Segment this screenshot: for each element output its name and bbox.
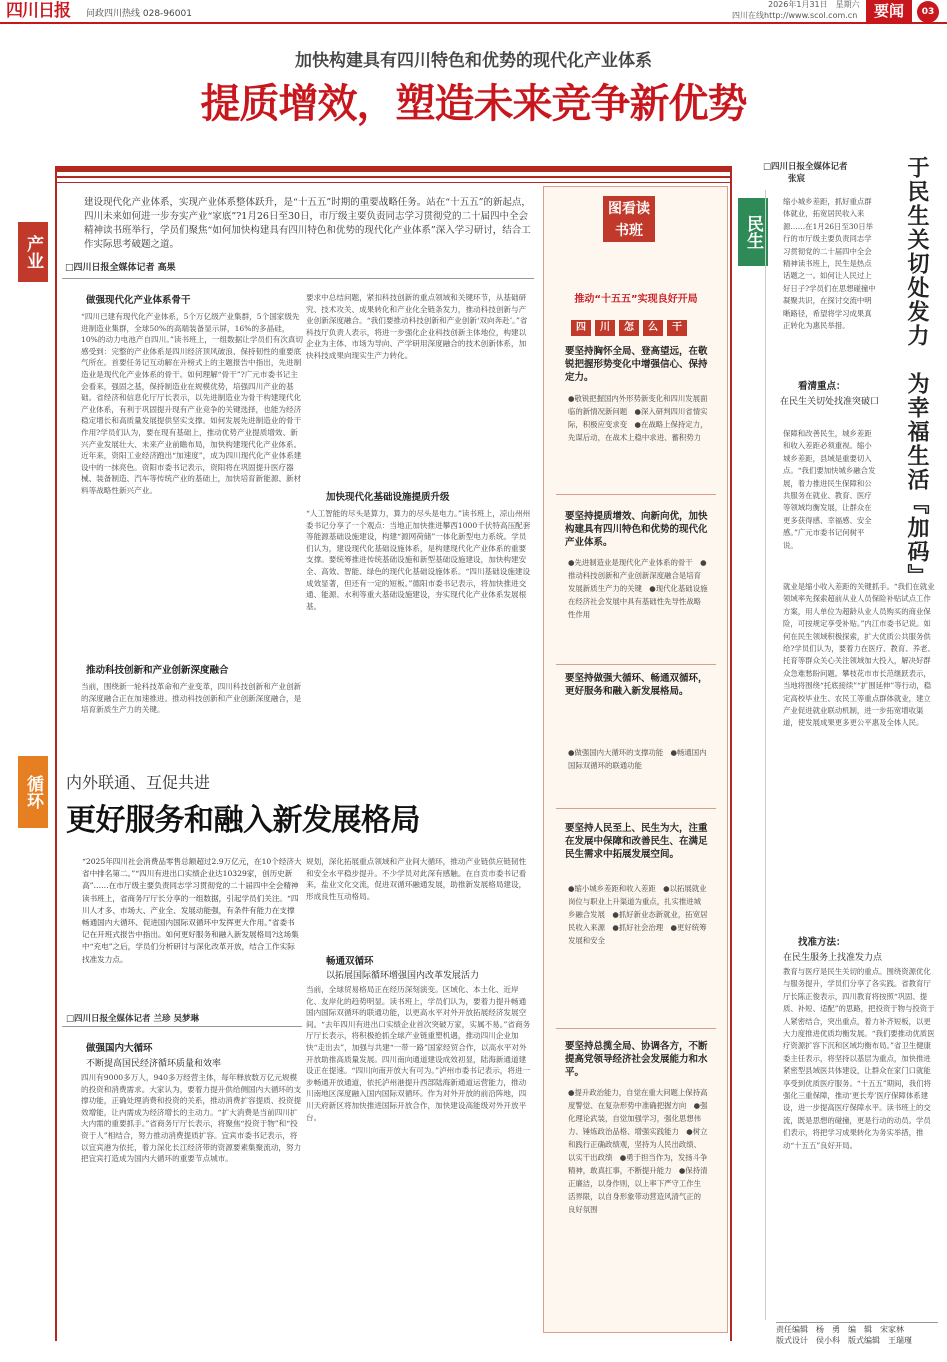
right-column-a: 缩小城乡差距，抓好重点群体就业，拓宽居民收入来源……在1月26日至30日举行的市厅级主要负责同志学习贯彻党的二十届四中全会精神读书班上，民生是热点话题之一。如何让人民过上好日子?学员们在思想碰撞中凝聚共识，在探讨交流中明晰路径，希望将学习成果真正转化为惠民举措。 bbox=[783, 197, 876, 331]
stamp-char: 川 bbox=[595, 320, 615, 336]
divider bbox=[556, 494, 716, 495]
article-column-4b: 当前，全球贸易格局正在经历深刻演变。区域化、本土化、近岸化、友岸化的趋势明显。读书班上，学员们认为，要着力提升畅通国内国际双循环的联通功能，以更高水平对外开放拓展经济发展空间。“去年四川有进出口实绩企业首次突破万家，实属不易。”省商务厅厅长表示，将积极抢抓全球产业链重塑机遇，推动四川企业加快“走出去”，加强与共建“一带一路”国家经贸合作，以高水平对外开放助推高质量发展。四川南向通道建设成效初显，陆海新通道建设正在提速。“四川向南开放大有可为。”泸州市委书记表示，将进一步畅通开放通道，依托泸州港提升西部陆海新通道运营能力，推动川南地区深度融入国内国际双循环。作为对外开放的前沿阵地，四川天府新区将加快推进国际开放合作，加快建设高能级对外开放平台。 bbox=[306, 985, 531, 1122]
subheading-domestic-sub: 不断提高国民经济循环质量和效率 bbox=[86, 1059, 222, 1069]
divider bbox=[556, 664, 716, 665]
subheading-domestic: 做强国内大循环 bbox=[86, 1043, 153, 1054]
section2-lead: “2025年四川社会消费品零售总额超过2.9万亿元，在10个经济大省中排名第二。”“四川有进出口实绩企业达10329家，创历史新高”……在市厅级主要负责同志学习贯彻党的二十届四中全会精神读书班上，省商务厅厅长分享的一组数据，引起学员们关注。“四川人才多、市场大、产业全、发展动能强，有条件有能力在支撑畅通国内大循环、促进国内国际双循环中发挥更大作用。”省委书记在开班式报告中指出。如何更好服务和融入新发展格局?这场集中“充电”之后，学员们分析研讨与深化改革开放，结合工作实际找准发力点。 bbox=[82, 857, 302, 964]
article-column-3b: 四川有9000多万人，940多万经营主体，每年释放数万亿元规模的投资和消费需求。大家认为，要着力提升供给侧国内大循环的支撑功能，正确处理消费和投资的关系，推动消费扩容提质、投资提效增能，让内需成为经济增长的主动力。“扩大消费是当前四川扩大内需的重要抓手。”省商务厅厅长表示，将聚焦“投资于物”和“投资于人”相结合，努力推动消费提质扩容。宜宾市委书记表示，将以宜宾港为依托，着力深化长江经济带的资源要素集聚流动，努力把宜宾打造成为国内大循环的重要节点城市。 bbox=[81, 1073, 302, 1164]
frame-left-bar bbox=[55, 166, 57, 1341]
right-column-d: 教育与医疗是民生关切的重点。围绕资源优化与服务提升，学员们分享了各实践。省教育厅厅长陈正俊表示，四川教育将按照“巩固、提质、补短、适配”的思路，把投资于物与投资于人紧密结合，突出重点，着力补齐短板，以更大力度推进优质均衡发展。“我们要推动优质医疗资源扩容下沉和区域均衡布局。”省卫生健康委主任表示，将坚持以基层为重点，加快推进紧密型县域医共体建设，让群众在家门口就能享受到优质医疗服务。“十五五”期间，我们将强化三重保障，推动‘更长寿’医疗保障体系建设，进一步提高医疗保障水平。读书班上的交流，既是思想的碰撞，更是行动的动员。学员们表示，将把学习成果转化为务实举措，推动“十五五”良好开局。 bbox=[783, 967, 935, 1150]
right-column-b: 保障和改善民生，城乡差距和收入差距必须重视。缩小城乡差距，县域是重要切入点。“我们要加快城乡融合发展，着力推进民生保障和公共服务在就业、教育、医疗等领域均衡发展，让群众在更多获得感、幸福感、安全感。”广元市委书记何树平说。 bbox=[783, 429, 876, 550]
subheading-dual-circulation-sub: 以拓展国际循环增强国内改革发展活力 bbox=[326, 971, 480, 981]
tab-people: 民生 bbox=[738, 198, 768, 266]
right-byline: □四川日报全媒体记者 bbox=[763, 162, 848, 172]
stamp-row bbox=[571, 315, 691, 331]
subheading-focus: 看清重点： bbox=[798, 381, 846, 392]
subheading-focus-sub: 在民生关切处找准突破口 bbox=[780, 397, 880, 407]
section2-headline: 更好服务和融入新发展格局 bbox=[66, 803, 420, 838]
reader-item-title: 要坚持总揽全局、协调各方，不断提高党领导经济社会发展能力和水平。 bbox=[565, 1041, 708, 1078]
frame-top-bar bbox=[55, 166, 732, 172]
hotline-text: 问政四川热线 028-96001 bbox=[86, 9, 192, 19]
divider bbox=[556, 808, 716, 809]
divider bbox=[776, 1322, 938, 1323]
divider bbox=[765, 190, 766, 1320]
issue-date: 2026年1月31日 星期六 bbox=[768, 0, 860, 9]
article-column-4a: 规划，深化拓展重点领域和产业间大循环，推动产业链供应链韧性和安全水平稳步提升。不少学员对此深有感触。在自贡市委书记看来，盐业文化交流，促进双循环融通发展，助推新发展格局建设，形成良性互动格局。 bbox=[306, 857, 527, 901]
reader-item-title: 要坚持人民至上、民生为大，注重在发展中保障和改善民生、在满足民生需求中拓展发展空间。 bbox=[565, 823, 708, 860]
stamp-char: 四 bbox=[571, 320, 591, 336]
article-column-2a: 要求中总结问题，紧扣科技创新的重点领域和关键环节，从基础研究、技术攻关、成果转化和产业化全链条发力，推动科技创新与产业创新深度融合。“我们要推动科技创新和产业创新‘双向奔赴’。”省科技厅负责人表示，将进一步强化企业科技创新主体地位，构建以企业为主体、市场为导向、产学研用深度融合的技术创新体系，加快科技成果向现实生产力转化。 bbox=[306, 293, 528, 360]
section-label: 要闻 bbox=[866, 0, 912, 23]
stamp-char: 怎 bbox=[619, 320, 639, 336]
reader-item-title: 要坚持胸怀全局、登高望远，在敬锐把握形势变化中增强信心、保持定力。 bbox=[565, 346, 708, 383]
stamp-char: 干 bbox=[667, 320, 687, 336]
right-headline: 于民生关切处发力 为幸福生活『加码』 bbox=[904, 156, 930, 588]
subheading-innovation: 推动科技创新和产业创新深度融合 bbox=[86, 665, 229, 676]
reader-item-body: ●提升政治能力，自觉在重大问题上保持高度警觉、在复杂形势中准确把握方向 ●强化理论武装，自觉加强学习，强化思想伟力、锤炼政治品格、增强实践能力 ●树立和践行正确政绩观，坚持为人民出政绩、以实干出政绩 ●勇于担当作为，发扬斗争精神，敢真扛事，不断提升能力 ●保持清正廉洁，以身作则，以上率下严守工作生活界限，以自身形象带动营造风清气正的良好氛围 bbox=[568, 1088, 708, 1214]
page-number-badge: 03 bbox=[917, 1, 939, 23]
website-url[interactable]: 四川在线http://www.scol.com.cn bbox=[732, 11, 858, 20]
right-column-c: 就业是缩小收入差距的关键抓手。“我们在就业领域率先探索超前从业人员保险补贴试点工作方案，用人单位为超龄从业人员购买的商业保险，可按规定享受补贴。”内江市委书记说。如何在民生领域积极探索，扩大优质公共服务供给?学员们认为，要着力在医疗、教育、养老、托育等群众关心关注领域加大投入，解决好群众急难愁盼问题。攀枝花市市长范继跃表示，当地将围绕“托底接续”“扩围延伸”等行动，稳定高校毕业生、农民工等重点群体就业，建立产业促进就业联动机制，进一步拓宽增收渠道，使发展成果更多更公平惠及全体人民。 bbox=[783, 582, 935, 728]
reader-item-title: 要坚持提质增效、向新向优，加快构建具有四川特色和优势的现代化产业体系。 bbox=[565, 511, 708, 548]
frame-top-bar-3 bbox=[55, 182, 732, 183]
reader-item-body: ●缩小城乡差距和收入差距 ●以拓展就业岗位与职业上升渠道为重点，扎实推进城乡融合发展 ●抓好新业态新就业，拓宽居民收入来源 ●抓好社会治理 ●更好统筹发展和安全 bbox=[568, 884, 708, 945]
divider bbox=[62, 1026, 302, 1027]
subheading-method: 找准方法： bbox=[798, 937, 846, 948]
subheading-method-sub: 在民生服务上找准发力点 bbox=[783, 953, 883, 963]
divider bbox=[556, 1028, 716, 1029]
reader-item-body: ●做强国内大循环的支撑功能 ●畅通国内国际双循环的联通功能 bbox=[568, 748, 707, 770]
editor-credit-line: 版式设计 侯小科 版式编辑 王瑞瑾 bbox=[776, 1336, 912, 1345]
subheading-infrastructure: 加快现代化基础设施提质升级 bbox=[326, 492, 450, 503]
section2-kicker: 内外联通、互促共进 bbox=[66, 773, 211, 792]
article-column-2b: “人工智能的尽头是算力，算力的尽头是电力。”读书班上，凉山州州委书记分享了一个观点：当地正加快推进攀西1000千伏特高压配套等能源基础设施建设，构建“源网荷储”一体化新型电力系统。学员们认为，建设现代化基础设施体系，是构建现代化产业体系的重要支撑。要统筹推进传统基础设施和新型基础设施建设，加快构建安全、高效、智能、绿色的现代化基础设施体系。“四川基础设施建设成效显著，但还有一定的短板。”德阳市委书记表示，将加快推进交通、能源、水利等重大基础设施建设，夯实现代化产业体系发展根基。 bbox=[306, 509, 531, 611]
section2-byline: □四川日报全媒体记者 兰珍 吴梦琳 bbox=[66, 1014, 199, 1024]
subheading-backbone: 做强现代化产业体系骨干 bbox=[86, 295, 191, 306]
right-byline-name: 张宸 bbox=[788, 174, 806, 184]
reader-item-body: ●先进制造业是现代化产业体系的骨干 ●推动科技创新和产业创新深度融合是培育发展新质生产力的关键 ●现代化基础设施在经济社会发展中具有基础性先导性战略性作用 bbox=[568, 558, 708, 619]
intro-byline: □四川日报全媒体记者 高果 bbox=[65, 263, 176, 273]
headline-kicker: 加快构建具有四川特色和优势的现代化产业体系 bbox=[295, 51, 652, 71]
subheading-dual-circulation: 畅通双循环 bbox=[326, 956, 374, 967]
editor-credit-line: 责任编辑 杨 勇 编 辑 宋家林 bbox=[776, 1325, 904, 1334]
divider bbox=[62, 278, 534, 279]
reader-item-title: 要坚持做强大循环、畅通双循环，更好服务和融入新发展格局。 bbox=[565, 673, 708, 697]
article-column-1b: 当前，围绕新一轮科技革命和产业变革，四川科技创新和产业创新的深度融合正在加速推进。推动科技创新和产业创新深度融合，是培育新质生产力的关键。 bbox=[81, 682, 302, 715]
intro-paragraph: 建设现代化产业体系，实现产业体系整体跃升，是“十五五”时期的重要战略任务。站在“十五五”的新起点，四川未来如何进一步夯实产业“家底”?1月26日至30日，市厅级主要负责同志学习贯彻党的二十届四中全会精神读书班举行，学员们聚焦“如何加快构建具有四川特色和优势的现代化产业体系”深入学习研讨，结合工作实际思考破题之道。 bbox=[84, 197, 531, 250]
editor-credits bbox=[776, 1324, 912, 1346]
frame-top-bar-2 bbox=[55, 176, 732, 178]
reader-item-body: ●敬锐把握国内外形势新变化和四川发展面临的新情况新问题 ●深入研判四川省情实际，积极应变求变 ●在战略上保持定力，先谋后动，在战术上稳中求进、蓄积势力 bbox=[568, 394, 708, 442]
reading-class-badge: 图看读书班 bbox=[603, 196, 655, 242]
newspaper-logo: 四川日报 bbox=[6, 1, 70, 21]
main-headline: 提质增效，塑造未来竞争新优势 bbox=[200, 80, 747, 127]
tab-cycle: 循环 bbox=[18, 756, 48, 828]
tab-industry: 产业 bbox=[18, 222, 48, 282]
reading-class-title: 推动“十五五”实现良好开局 bbox=[574, 294, 698, 305]
frame-right-bar bbox=[730, 166, 732, 1341]
article-column-1a: “四川已建有现代化产业体系，5个万亿级产业集群，5个国家级先进制造业集群，全球50%的高端装备显示屏，16%的多晶硅，10%的动力电池产自四川。”读书班上，一组数据让学员们有次真切感受到：完整的产业体系是四川经济顶风破浪、保持韧性的重要底气所在。首要任务记互动解在升榜式上的主题报告中指出，先进制造业是现代化产业体系的骨干。如何理解“骨干”?广元市委书记主会看来，强固之基，保持制造业在规模优势，培强四川产业的基础。省经济和信息化厅厅长表示，以先进制造业为骨干构建现代化产业体系，有利于巩固提升现有产业竞争的关键选择，也能为经济稳定增长和高质量发展提供坚实支撑。如何发展先进制造业的骨干作用?学员们认为，要在现有基础上，推动优势产业提质增效、新兴产业发展壮大、未来产业前瞻布局，加快构建现代化产业体系。近年来，资阳工业经济跑出“加速度”，成为四川现代化产业体系建设中的一抹亮色。资阳市委书记表示，资阳将在巩固提升医疗器械、装备制造、汽车等传统产业的基础上，加快培育新能源、新材料等战略性新兴产业。 bbox=[81, 312, 303, 495]
stamp-char: 么 bbox=[643, 320, 663, 336]
